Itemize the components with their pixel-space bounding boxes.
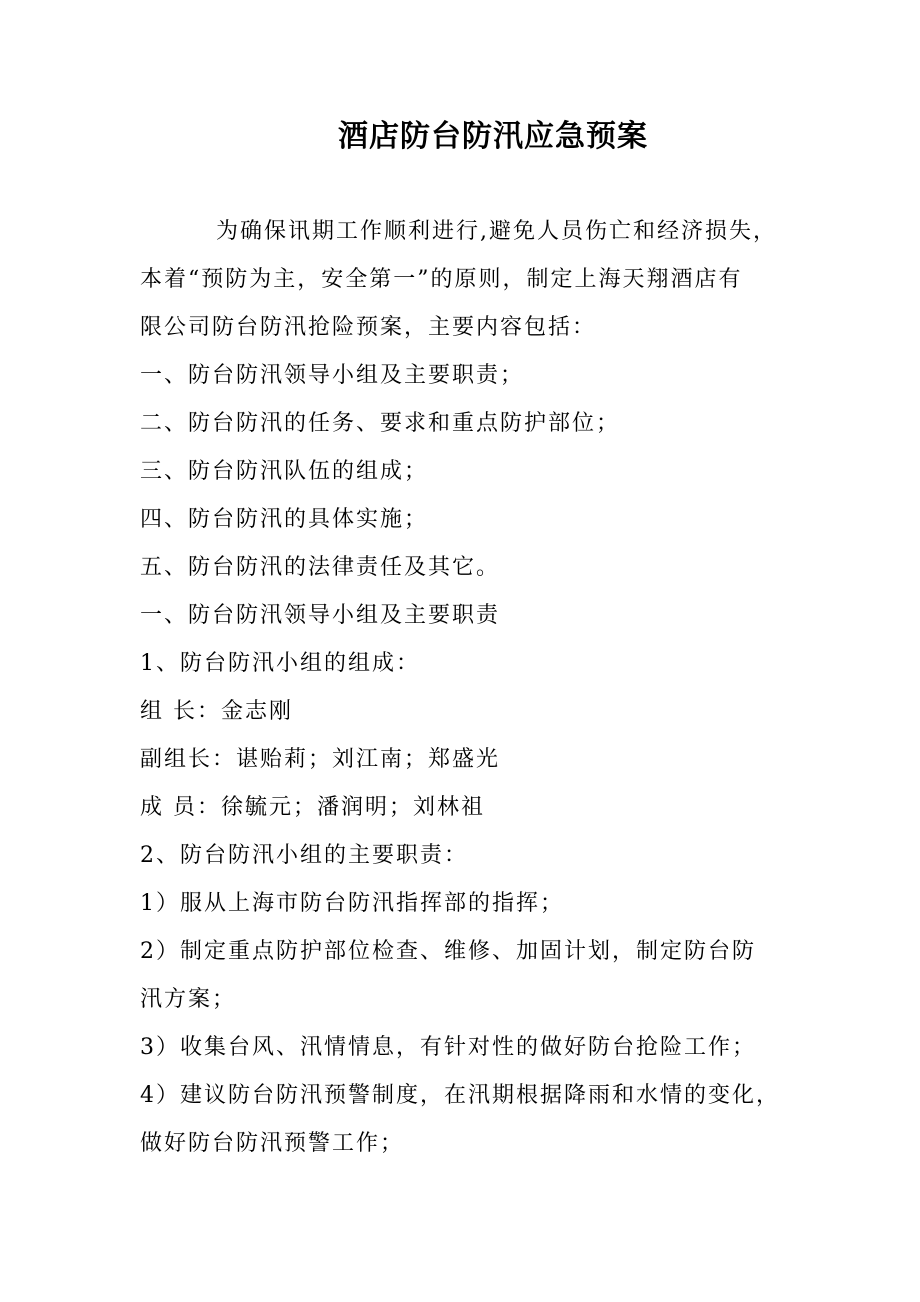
intro-line-3: 限公司防台防汛抢险预案，主要内容包括： xyxy=(140,315,597,340)
duty-2-line-2: 汛方案； xyxy=(140,987,237,1012)
document-body xyxy=(140,208,800,1168)
item-2-heading: 2、防台防汛小组的主要职责： xyxy=(140,843,468,868)
toc-item-1: 一、防台防汛领导小组及主要职责； xyxy=(140,363,525,388)
duty-2-line-1: 2）制定重点防护部位检查、维修、加固计划，制定防台防 xyxy=(140,939,756,964)
duty-4-line-2: 做好防台防汛预警工作； xyxy=(140,1131,405,1156)
toc-item-5: 五、防台防汛的法律责任及其它。 xyxy=(140,555,501,580)
toc-item-2: 二、防台防汛的任务、要求和重点防护部位； xyxy=(140,411,621,436)
duty-3: 3）收集台风、汛情情息，有针对性的做好防台抢险工作； xyxy=(140,1035,756,1060)
intro-paragraph xyxy=(140,208,800,256)
member-deputy: 副组长：谌贻莉；刘江南；郑盛光 xyxy=(140,747,501,772)
section-1-heading: 一、防台防汛领导小组及主要职责 xyxy=(140,603,501,628)
duty-4-line-1: 4）建议防台防汛预警制度，在汛期根据降雨和水情的变化， xyxy=(140,1083,780,1108)
document-title: 酒店防台防汛应急预案 xyxy=(338,119,648,154)
toc-item-3: 三、防台防汛队伍的组成； xyxy=(140,459,429,484)
member-staff: 成 员：徐毓元；潘润明；刘林祖 xyxy=(140,795,485,820)
item-1-heading: 1、防台防汛小组的组成： xyxy=(140,651,420,676)
toc-item-4: 四、防台防汛的具体实施； xyxy=(140,507,429,532)
member-leader: 组 长：金志刚 xyxy=(140,699,293,724)
intro-line-1: 为确保讯期工作顺利进行,避免人员伤亡和经济损失， xyxy=(216,219,777,244)
duty-1: 1）服从上海市防台防汛指挥部的指挥； xyxy=(140,891,564,916)
intro-line-2: 本着“预防为主，安全第一”的原则，制定上海天翔酒店有 xyxy=(140,267,743,292)
